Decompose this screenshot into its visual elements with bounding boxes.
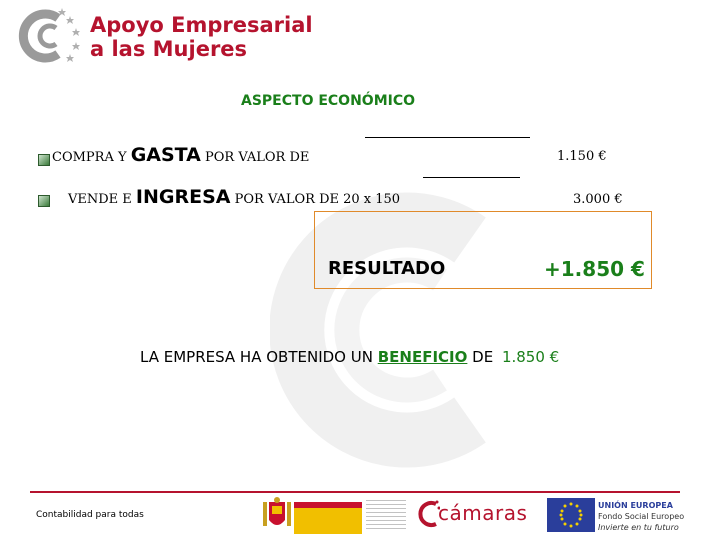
eu-text [598,500,684,533]
conclusion-amount: 1.850 € [501,348,560,366]
row-prefix: COMPRA Y [52,150,131,165]
row-keyword: INGRESA [135,186,231,208]
camaras-logo-text: cámaras [438,501,528,525]
sales-amount: 3.000 € [573,192,623,207]
ministry-logo [262,496,408,534]
logo-title-line1: Apoyo Empresarial [90,13,313,37]
camaras-c-logo-icon [18,6,84,66]
purchase-row [52,144,309,166]
bullet-icon [38,195,50,207]
eu-line2: Fondo Social Europeo [598,512,685,521]
conclusion-text [140,348,559,366]
row-keyword: GASTA [130,144,201,166]
row-prefix: VENDE E [68,192,136,207]
bullet-icon [38,154,50,166]
row-suffix: POR VALOR DE [200,150,310,165]
footer-caption: Contabilidad para todas [36,510,144,520]
eu-flag-icon [547,498,595,532]
result-label: RESULTADO [328,258,446,279]
conclusion-middle: DE [467,348,498,366]
camaras-logo-icon [418,499,440,529]
divider-line [365,137,530,138]
eu-line1: UNIÓN EUROPEA [598,501,673,510]
conclusion-prefix: LA EMPRESA HA OBTENIDO UN [140,348,378,366]
page-title: ASPECTO ECONÓMICO [241,93,416,109]
footer-divider [30,491,680,493]
conclusion-keyword: BENEFICIO [377,348,468,366]
divider-line [423,177,520,178]
eu-line3: Invierte en tu futuro [598,523,679,532]
row-suffix: POR VALOR DE 20 x 150 [230,192,401,207]
sales-row [68,186,400,208]
logo-title-line2: a las Mujeres [90,37,248,61]
purchase-amount: 1.150 € [557,149,607,164]
result-value: +1.850 € [544,257,645,281]
spain-coat-of-arms-icon [262,496,292,532]
